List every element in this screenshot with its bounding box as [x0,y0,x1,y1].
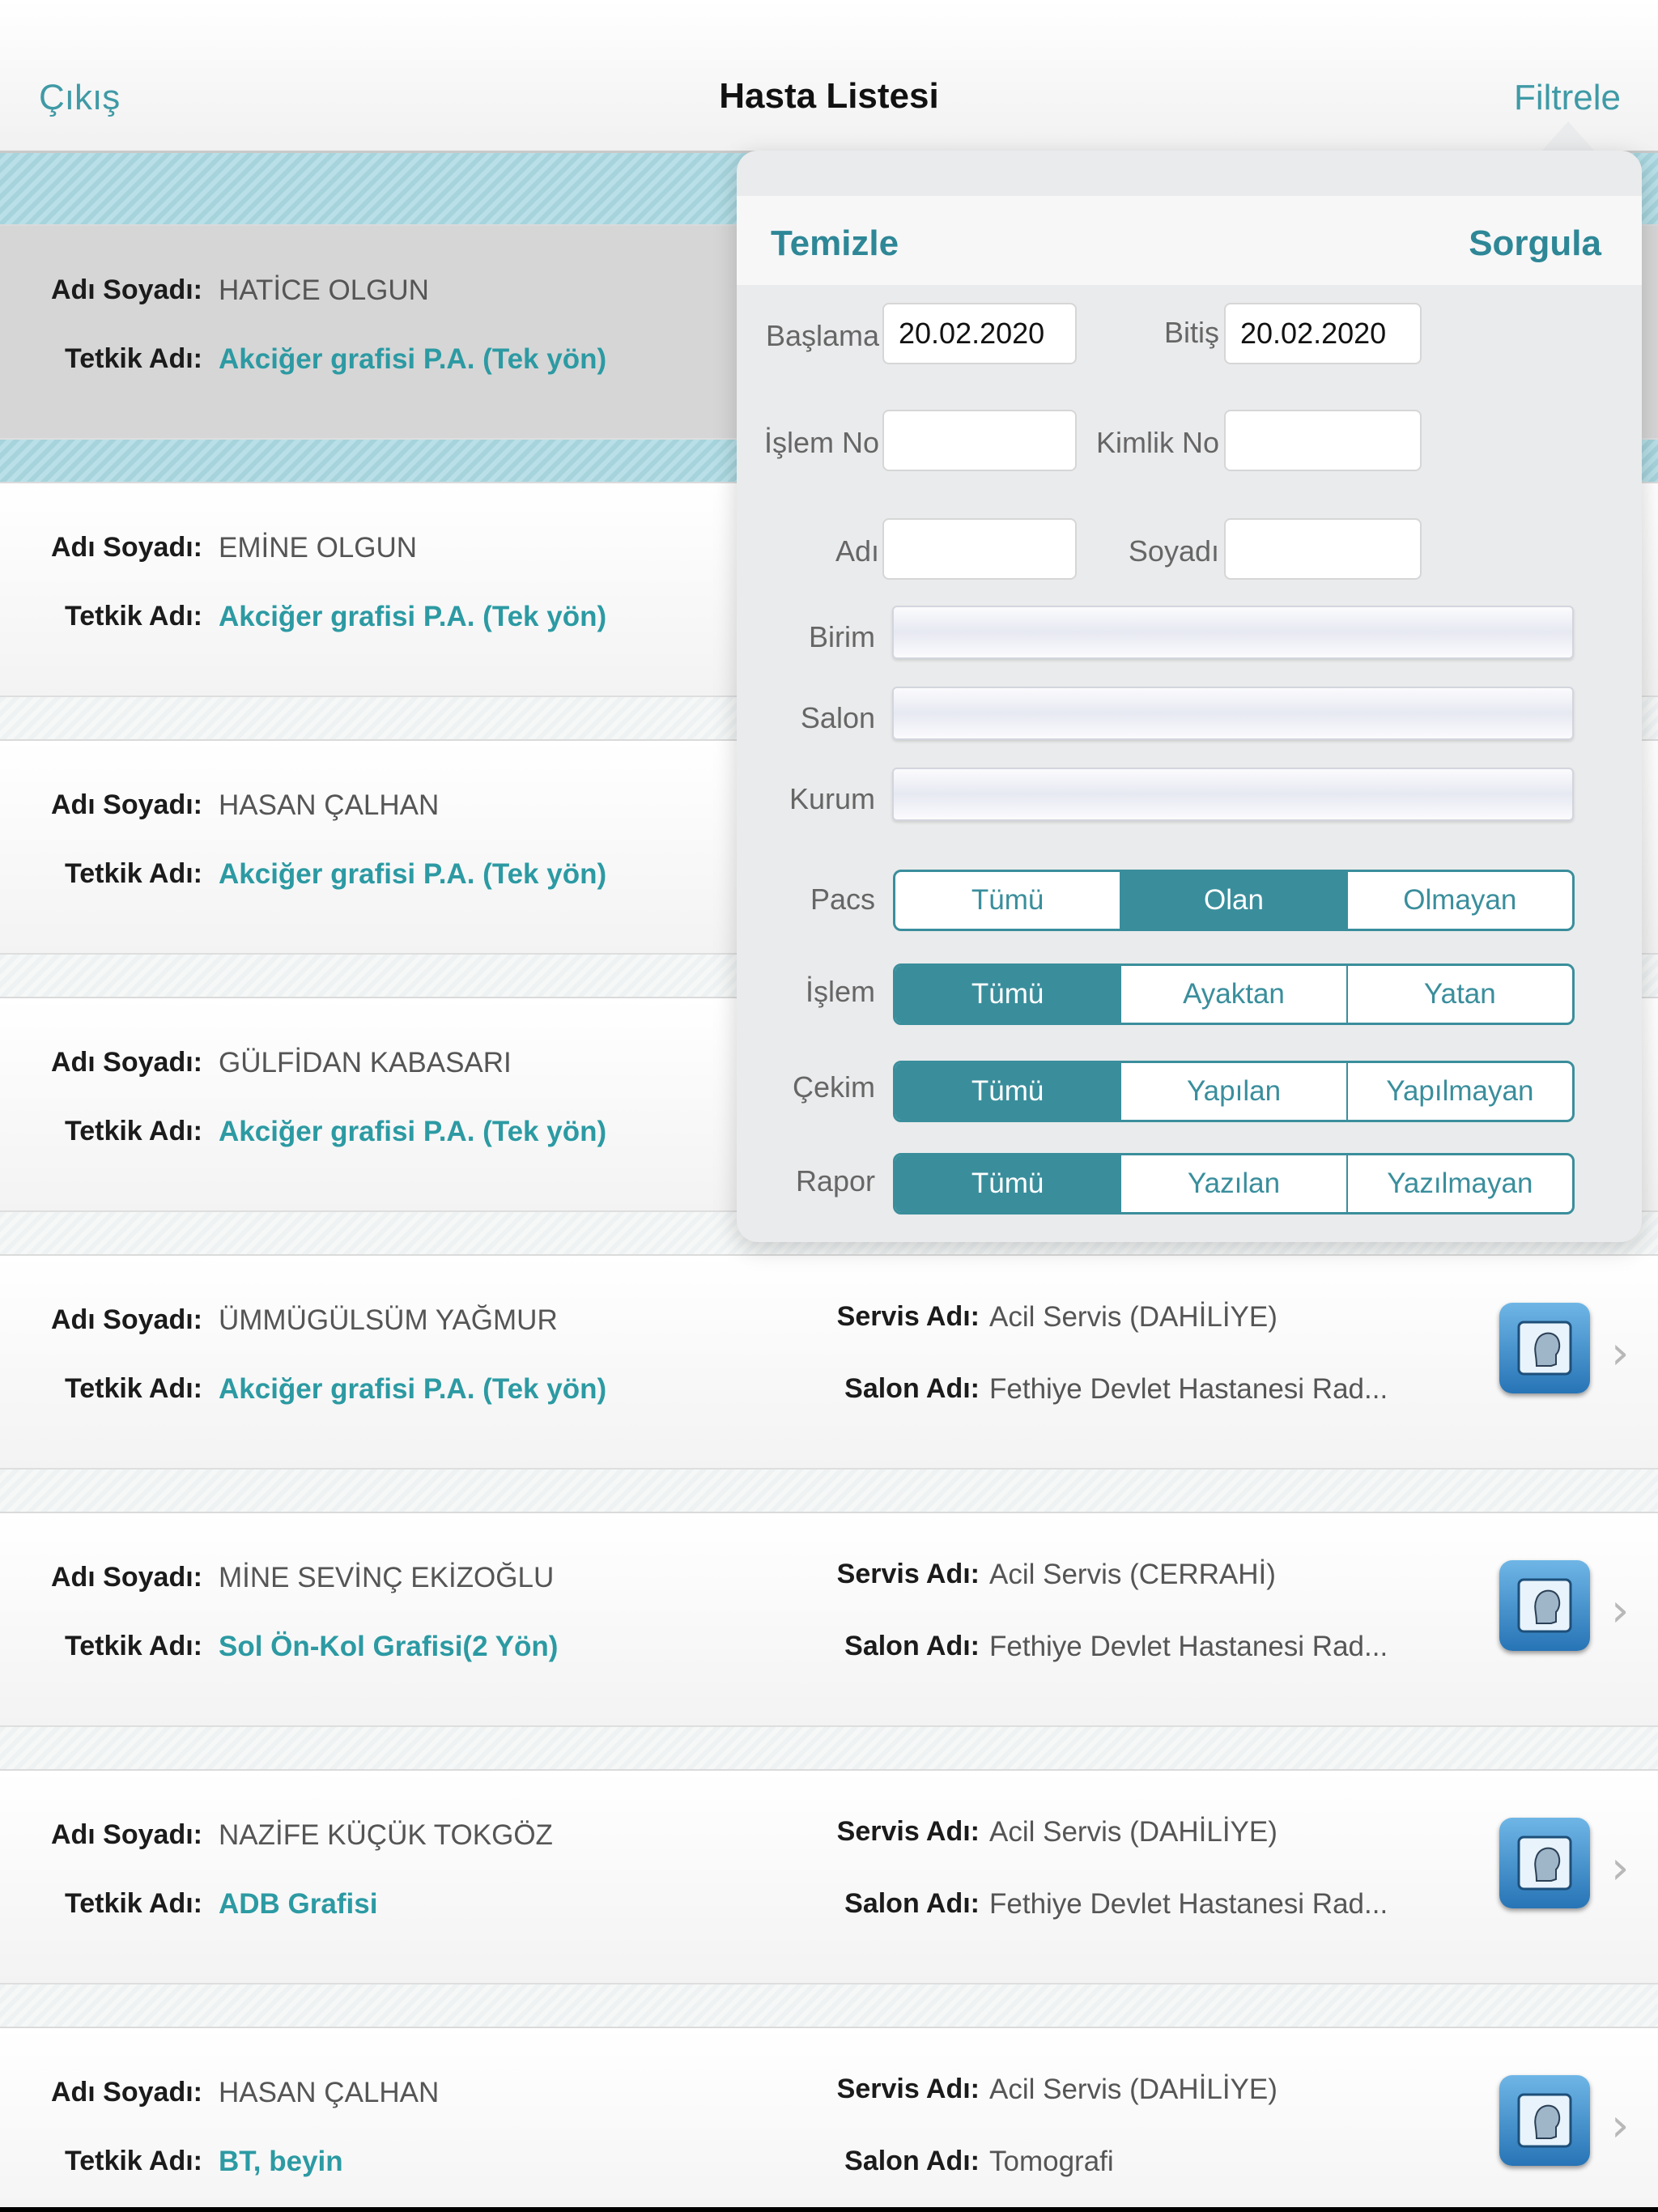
chevron-right-icon: › [1611,1327,1630,1380]
popover-arrow [1541,121,1596,152]
end-date-field[interactable]: 20.02.2020 [1224,303,1422,364]
first-name-field[interactable] [882,518,1077,580]
pacs-viewer-icon[interactable] [1499,1818,1590,1908]
name-label: Adı Soyadı: [50,1047,202,1078]
test-label: Tetkik Adı: [64,2146,202,2176]
capture-option-not-done[interactable]: Yapılmayan [1386,1075,1534,1107]
patient-name: HASAN ÇALHAN [219,2077,440,2108]
test-label: Tetkik Adı: [64,858,202,889]
service-label: Servis Adı: [836,1301,980,1332]
patient-name: MİNE SEVİNÇ EKİZOĞLU [219,1562,555,1593]
capture-segmented-control [893,1061,1575,1122]
process-option-inpatient[interactable]: Yatan [1423,978,1496,1010]
service-label: Servis Adı: [836,1816,980,1847]
pacs-label: Pacs [810,883,875,916]
test-label: Tetkik Adı: [64,1373,202,1404]
section-separator [0,1727,1658,1771]
name-label: Adı Soyadı: [50,2077,202,2108]
report-option-not-written[interactable]: Yazılmayan [1387,1168,1533,1199]
patient-name: EMİNE OLGUN [219,532,418,564]
last-name-label: Soyadı [1128,534,1219,568]
pacs-viewer-icon[interactable] [1499,2075,1590,2166]
name-label: Adı Soyadı: [50,789,202,820]
capture-option-all[interactable]: Tümü [895,1063,1121,1120]
test-name: Akciğer grafisi P.A. (Tek yön) [219,601,607,632]
patient-row[interactable] [0,1256,1658,1470]
salon-name: Tomografi [989,2146,1114,2177]
test-name: Akciğer grafisi P.A. (Tek yön) [219,1373,607,1405]
test-label: Tetkik Adı: [64,1888,202,1919]
patient-name: GÜLFİDAN KABASARI [219,1047,512,1078]
salon-label: Salon Adı: [844,2146,980,2176]
exit-button[interactable]: Çıkış [39,78,121,117]
test-name: BT, beyin [219,2146,343,2177]
service-label: Servis Adı: [836,1559,980,1589]
pacs-option-all[interactable]: Tümü [895,872,1121,929]
patient-name: NAZİFE KÜÇÜK TOKGÖZ [219,1819,553,1851]
salon-label: Salon Adı: [844,1888,980,1919]
process-option-outpatient[interactable]: Ayaktan [1121,966,1347,1023]
salon-label: Salon Adı: [844,1631,980,1661]
salon-filter-label: Salon [800,701,875,734]
test-name: Akciğer grafisi P.A. (Tek yön) [219,343,607,375]
chevron-right-icon: › [1611,2099,1630,2152]
patient-name: ÜMMÜGÜLSÜM YAĞMUR [219,1304,558,1336]
test-label: Tetkik Adı: [64,343,202,374]
unit-select[interactable] [892,606,1574,659]
start-date-label: Başlama [765,319,879,352]
pacs-viewer-icon[interactable] [1499,1303,1590,1393]
capture-option-done[interactable]: Yapılan [1121,1063,1347,1120]
salon-name: Fethiye Devlet Hastanesi Rad... [989,1631,1388,1662]
section-separator [0,1984,1658,2028]
page-title: Hasta Listesi [719,76,939,116]
name-label: Adı Soyadı: [50,1562,202,1593]
salon-select[interactable] [892,687,1574,740]
service-name: Acil Servis (CERRAHİ) [989,1559,1276,1590]
service-name: Acil Servis (DAHİLİYE) [989,2074,1278,2105]
report-option-written[interactable]: Yazılan [1121,1155,1347,1212]
test-label: Tetkik Adı: [64,1116,202,1146]
process-label: İşlem [805,975,875,1008]
test-label: Tetkik Adı: [64,1631,202,1661]
salon-name: Fethiye Devlet Hastanesi Rad... [989,1373,1388,1405]
pacs-option-exists[interactable]: Olan [1121,872,1347,929]
patient-name: HASAN ÇALHAN [219,789,440,821]
unit-label: Birim [809,620,875,653]
service-name: Acil Servis (DAHİLİYE) [989,1301,1278,1333]
navigation-bar [0,0,1658,153]
patient-row[interactable] [0,2028,1658,2207]
identity-no-label: Kimlik No [1095,426,1219,459]
clear-button[interactable]: Temizle [771,223,899,263]
salon-label: Salon Adı: [844,1373,980,1404]
identity-no-field[interactable] [1224,410,1422,471]
test-name: Sol Ön-Kol Grafisi(2 Yön) [219,1631,559,1662]
institution-select[interactable] [892,768,1574,821]
institution-label: Kurum [789,782,875,815]
patient-name: HATİCE OLGUN [219,274,429,306]
test-name: Akciğer grafisi P.A. (Tek yön) [219,858,607,890]
name-label: Adı Soyadı: [50,1304,202,1335]
process-no-label: İşlem No [763,426,879,459]
chevron-right-icon: › [1611,1585,1630,1637]
test-name: ADB Grafisi [219,1888,378,1920]
end-date-label: Bitiş [1163,316,1219,349]
report-label: Rapor [795,1164,875,1197]
filter-button[interactable]: Filtrele [1513,78,1621,117]
name-label: Adı Soyadı: [50,274,202,305]
test-name: Akciğer grafisi P.A. (Tek yön) [219,1116,607,1147]
process-no-field[interactable] [882,410,1077,471]
capture-label: Çekim [792,1070,875,1104]
name-label: Adı Soyadı: [50,532,202,563]
query-button[interactable]: Sorgula [1469,223,1601,263]
test-label: Tetkik Adı: [64,601,202,632]
first-name-label: Adı [835,534,879,568]
start-date-field[interactable]: 20.02.2020 [882,303,1077,364]
service-name: Acil Servis (DAHİLİYE) [989,1816,1278,1848]
last-name-field[interactable] [1224,518,1422,580]
name-label: Adı Soyadı: [50,1819,202,1850]
pacs-option-missing[interactable]: Olmayan [1403,884,1517,916]
report-segmented-control [893,1153,1575,1214]
service-label: Servis Adı: [836,2074,980,2104]
chevron-right-icon: › [1611,1842,1630,1895]
process-segmented-control [893,963,1575,1025]
report-option-all[interactable]: Tümü [895,1155,1121,1212]
pacs-segmented-control [893,870,1575,931]
pacs-viewer-icon[interactable] [1499,1560,1590,1651]
section-separator [0,1470,1658,1513]
salon-name: Fethiye Devlet Hastanesi Rad... [989,1888,1388,1920]
patient-row[interactable] [0,1513,1658,1727]
patient-row[interactable] [0,1771,1658,1984]
process-option-all[interactable]: Tümü [895,966,1121,1023]
